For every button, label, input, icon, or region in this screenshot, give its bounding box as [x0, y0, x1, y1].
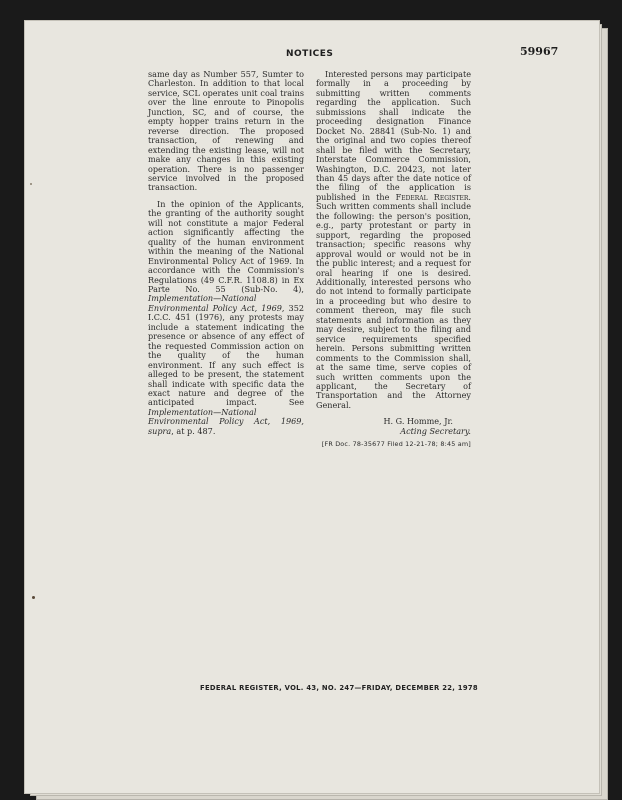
text-run: , at p. 487. [171, 425, 216, 436]
federal-register-smallcaps: Federal Register [395, 191, 469, 202]
citation-italic: Implementation—National Environmental Policy Act, 1969 [148, 293, 282, 313]
signature-title: Acting Secretary. [400, 425, 471, 436]
right-column [316, 70, 471, 450]
document-page [24, 20, 600, 794]
text-run: Interested persons may participate formally in a proceeding by submitting written comments regarding the application. Such submissions shall indicate the proceeding designation Finance Docket No. 28841 (Sub-No. 1) and the original and two copies thereof shall be filed with the Secretary, Interstate Commerce Commission, Washington, D.C. 20423, not later than 45 days after the date notice of the filing of the application is published in the [316, 69, 471, 202]
citation-italic: Implementation—National Environmental Policy Act, 1969, supra [148, 406, 304, 436]
section-header: NOTICES [286, 49, 334, 59]
paper-speck [32, 596, 35, 599]
page-footer: FEDERAL REGISTER, VOL. 43, NO. 247—FRIDAY, DECEMBER 22, 1978 [200, 684, 478, 692]
signature-name: H. G. Homme, Jr. [383, 416, 453, 427]
left-column [148, 70, 304, 443]
text-run: , 352 I.C.C. 451 (1976), any protests may include a statement indicating the presence or absence of any effect of the requested Commission action on the quality of the human environment. If any such effect is alleged to be present, the statement shall indicate with specific data the exact nature and degree of the anticipated impact. See [148, 302, 304, 408]
paper-speck [30, 183, 32, 185]
left-paragraph-2 [148, 200, 304, 436]
page-number: 59967 [520, 45, 559, 58]
left-paragraph-1: same day as Number 557, Sumter to Charleston. In addition to that local service, SCL operates unit coal trains over the line enroute to Pinopolis Junction, SC, and of course, the empty hopper trains return in the reverse direction. The proposed transaction, of renewing and extending the existing lease, will not make any changes in this existing operation. There is no passenger service involved in the proposed transaction. [148, 69, 304, 193]
text-run: In the opinion of the Applicants, the granting of the authority sought will not constitute a major Federal action significantly affecting the quality of the human environment within the meaning of the National Environmental Policy Act of 1969. In accordance with the Commission's Regulations (49 C.F.R. 1108.8) in Ex Parte No. 55 (Sub-No. 4), [148, 198, 304, 294]
right-paragraph-1 [316, 70, 471, 410]
fr-doc-line: [FR Doc. 78-35677 Filed 12-21-78; 8:45 am] [321, 440, 471, 449]
text-run: . Such written comments shall include the following: the person's position, e.g., party protestant or party in support, regarding the proposed transaction; specific reasons why approval would or would not be in the public interest; and a request for oral hearing if one is desired. Additionally, interested persons who do not intend to formally participate in a proceeding but who desire to comment thereon, may file such statements and information as they may desire, subject to the filing and service requirements specified herein. Persons submitting written comments to the Commission shall, at the same time, serve copies of such written comments upon the applicant, the Secretary of Transportation and the Attorney General. [316, 191, 471, 410]
